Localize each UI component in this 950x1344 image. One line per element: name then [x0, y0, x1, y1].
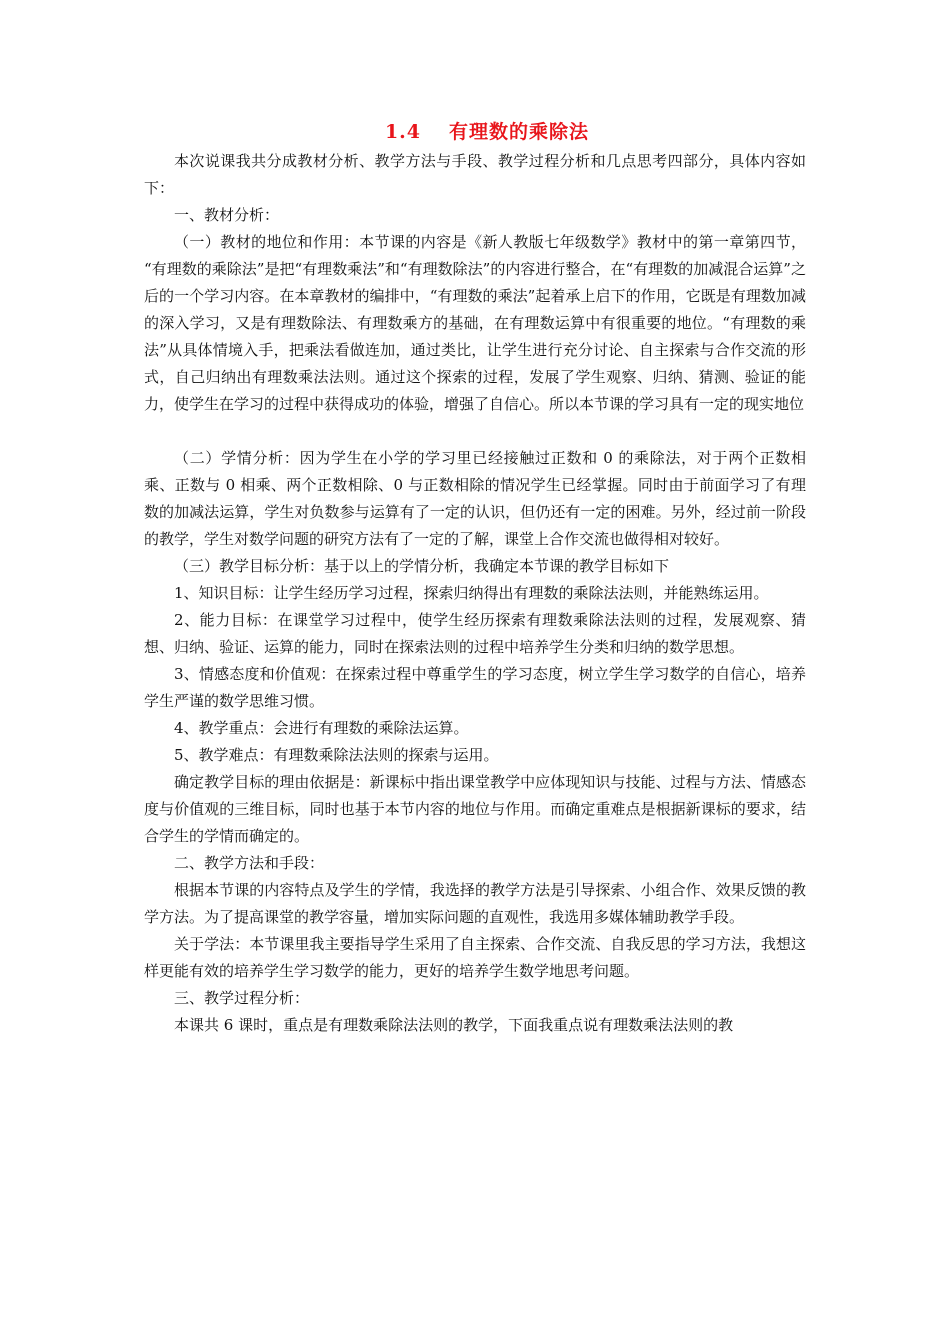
teaching-key-point: 4、教学重点：会进行有理数的乘除法运算。 — [174, 719, 469, 737]
paragraph-methods: 根据本节课的内容特点及学生的学情，我选择的教学方法是引导探索、小组合作、效果反馈的教学方法。为了提高课堂的教学容量，增加实际问题的直观性，我选用多媒体辅助教学手段。 — [144, 881, 806, 926]
paragraph-objectives-intro: （三）教学目标分析：基于以上的学情分析，我确定本节课的教学目标如下 — [174, 557, 670, 575]
objective-ability: 2、能力目标：在课堂学习过程中，使学生经历探索有理数乘除法法则的过程，发展观察、猜想、归纳、验证、运算的能力，同时在探索法则的过程中培养学生分类和归纳的数学思想。 — [144, 611, 806, 656]
paragraph-process: 本课共 6 课时，重点是有理数乘除法法则的教学，下面我重点说有理数乘法法则的教 — [174, 1016, 734, 1034]
intro-paragraph: 本次说课我共分成教材分析、教学方法与手段、教学过程分析和几点思考四部分，具体内容如下： — [144, 152, 806, 197]
heading-textbook-analysis: 一、教材分析： — [174, 206, 280, 224]
heading-process: 三、教学过程分析： — [174, 989, 310, 1007]
paragraph-student-analysis: （二）学情分析：因为学生在小学的学习里已经接触过正数和 0 的乘除法，对于两个正数相乘、正数与 0 相乘、两个正数相除、0 与正数相除的情况学生已经掌握。同时由于前面学习了有理数的加减法运算，学生对负数参与运算有了一定的认识，但仍还有一定的困难。另外，经过前一阶段的教学，学生对数学问题的研究方法有了一定的了解，课堂上合作交流也做得相对较好。 — [144, 449, 806, 548]
teaching-difficulty: 5、教学难点：有理数乘除法法则的探索与运用。 — [174, 746, 499, 764]
title-text: 有理数的乘除法 — [449, 121, 590, 143]
objective-knowledge: 1、知识目标：让学生经历学习过程，探索归纳得出有理数的乘除法法则，并能熟练运用。 — [174, 584, 769, 602]
paragraph-learning-methods: 关于学法：本节课里我主要指导学生采用了自主探索、合作交流、自我反思的学习方法，我想这样更能有效的培养学生学习数学的能力，更好的培养学生数学地思考问题。 — [144, 935, 806, 980]
document-title — [144, 118, 806, 148]
document-page — [144, 118, 806, 1039]
paragraph-textbook-role: （一）教材的地位和作用：本节课的内容是《新人教版七年级数学》教材中的第一章第四节， “有理数的乘除法”是把“有理数乘法”和“有理数除法”的内容进行整合，在“有理数的加减混合运算”之后的一个学习内容。在本章教材的编排中，“有理数的乘法”起着承上启下的作用，它既是有理数加减的深入学习，又是有理数除法、有理数乘方的基础，在有理数运算中有很重要的地位。“有理数的乘法”从具体情境入手，把乘法看做连加，通过类比，让学生进行充分讨论、自主探索与合作交流的形式，自己归纳出有理数乘法法则。通过这个探索的过程，发展了学生观察、归纳、猜测、验证的能力，使学生在学习的过程中获得成功的体验，增强了自信心。所以本节课的学习具有一定的现实地位 — [144, 233, 806, 413]
objective-attitude: 3、情感态度和价值观：在探索过程中尊重学生的学习态度，树立学生学习数学的自信心，培养学生严谨的数学思维习惯。 — [144, 665, 806, 710]
paragraph-rationale: 确定教学目标的理由依据是：新课标中指出课堂教学中应体现知识与技能、过程与方法、情感态度与价值观的三维目标，同时也基于本节内容的地位与作用。而确定重难点是根据新课标的要求，结合学生的学情而确定的。 — [144, 773, 806, 845]
heading-methods: 二、教学方法和手段： — [174, 854, 325, 872]
section-number: 1.4 — [384, 121, 422, 143]
